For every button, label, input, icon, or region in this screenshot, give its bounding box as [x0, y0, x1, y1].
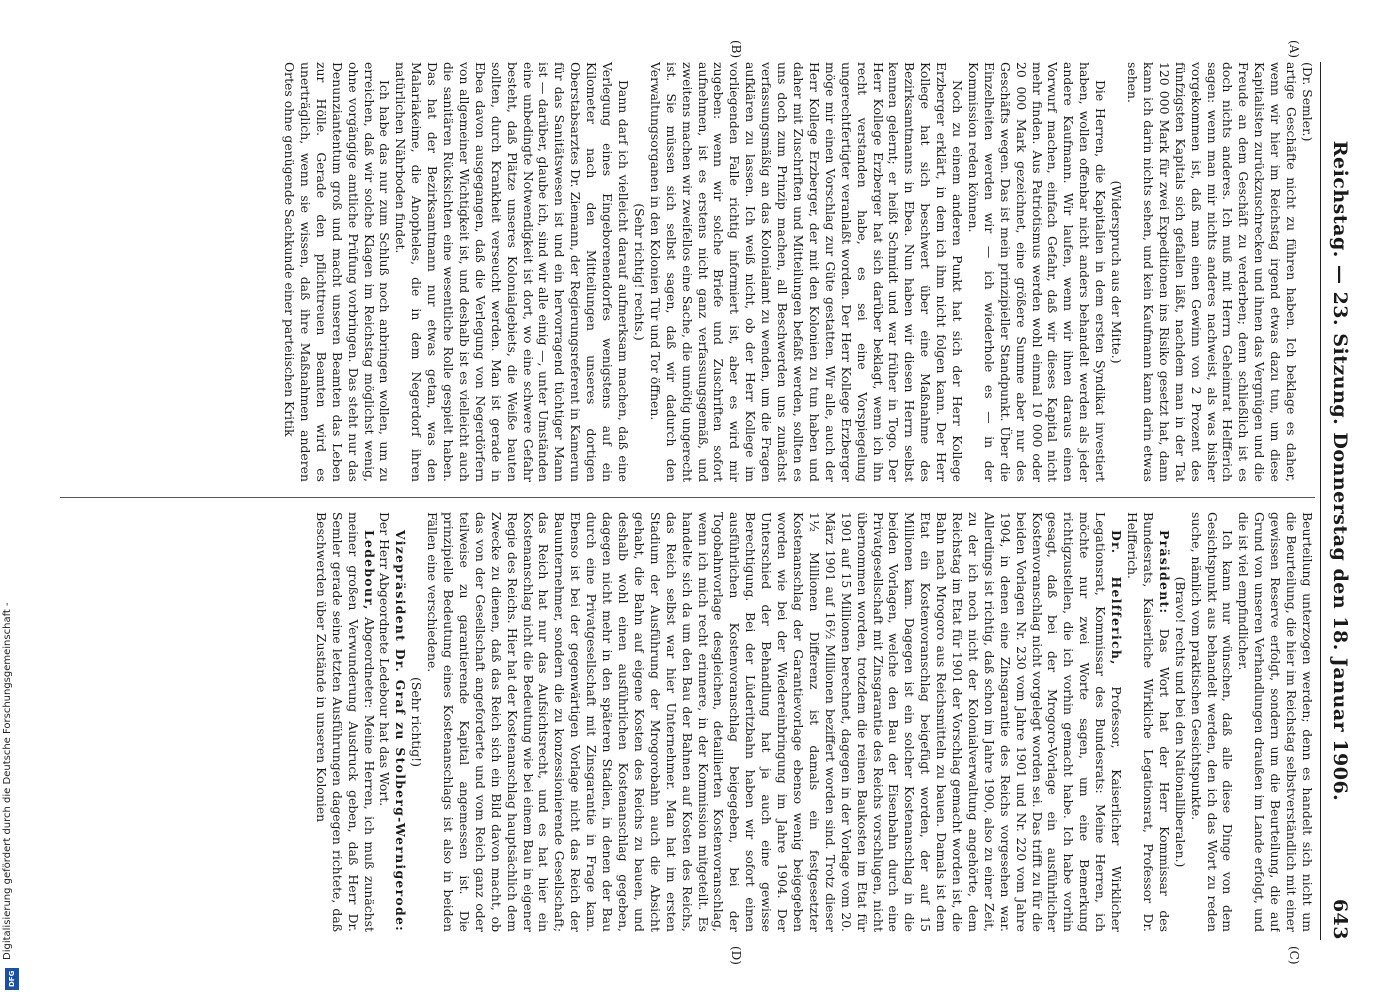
column-divider — [60, 497, 1315, 498]
paragraph: Die Herren, die Kapitalien in dem ersten Syndikat investiert haben, wollen offenbar nicht anders behandelt werden als jeder andere Kaufmann. Wir laufen, wenn wir ihnen daraus einen Vorwurf machen, einfach Gefahr, daß wir dieses Kapital nicht mehr finden. Aus Patriotismus werden wohl einmal 10 000 oder 20 000 Mark gezeichnet, eine größere Summe aber nur des Geschäfts wegen. Das ist mein prinzipieller Standpunkt. Über die Einzelheiten werden wir — ich wiederhole es — in der Kommission reden können. — [965, 62, 1109, 482]
interjection: (Bravo! rechts und bei den Nationalliberalen.) — [1172, 576, 1188, 868]
speaker-name: Vizepräsident Dr. Graf zu Stolberg-Wernigerode: — [393, 530, 409, 932]
interjection: (Widerspruch aus der Mitte.) — [1109, 180, 1125, 364]
page-header — [1323, 62, 1357, 940]
speaker-name: Ledebour, — [361, 530, 377, 611]
speaker-tag: (Dr. Semler.) — [1300, 62, 1315, 142]
speech-text: Der Herr Abgeordnete Ledebour hat das Wort. — [377, 512, 393, 807]
paragraph: Dann darf ich vielleicht darauf aufmerksam machen, daß eine Verlegung eines Eingeborenendorfes wenigstens auf ein Kilometer nach den Mitteilungen unseres dortigen Oberstabsarztes Dr. Ziemann, der Regierungsreferent in Kamerun für das Sanitätswesen ist und ein hervorragend tüchtiger Mann ist — darüber, glaube ich, sind wir alle einig —, unter Umständen eine unbedingte Notwendigkeit ist dort, wo eine schwere Gefahr besteht, daß Plätze unseres Kolonialgebiets, die Weiße bauten sollten, durch Krankheit verseucht werden. Man ist gerade in Ebea davon ausgegangen, daß die Verlegung von Negerdörfern von allgemeiner Wichtigkeit ist, und deshalb ist es vielleicht auch die sanitären Rücksichten eine wesentliche Rolle gespielt haben. Das hat der Bezirksamtmann nur etwas getan, was den Malariakeime, die Anopheles, die in dem Negerdorf ihren natürlichen Nährboden findet. — [393, 62, 632, 482]
margin-label-c: (C) — [1287, 946, 1301, 965]
paragraph: Noch zu einem anderen Punkt hat sich der Herr Kollege Erzberger erklärt, in dem ich ihm nicht folgen kann. Der Herr Kollege hat sich beschwert über eine Maßnahme des Bezirksamtmanns in Ebea. Nun haben wir diesen Herrn selbst kennen gelernt; er heißt Schmidt und war früher in Togo. Der Herr Kollege Erzberger hat sich darüber beklagt, wenn ich ihn recht verstanden habe, es sei eine Vorspiegelung ungerechtfertigter veranlaßt worden. Der Herr Kollege Erzberger möge mir einen Vorschlag zur Güte gestatten. Wir alle, auch der Herr Kollege Erzberger, der mit den Kolonien zu tun haben und daher mit Zuschriften und Mitteilungen befaßt werden, sollten es uns doch zum Prinzip machen, all Beschwerden uns zunächst verfassungsmäßig an das Kolonialamt zu wenden, um die Fragen aufklären zu lassen. Ich weiß nicht, ob der Herr Kollege im vorliegenden Falle richtig informiert ist, aber es wird mir zugeben: wenn wir solche Briefe und Zuschriften sofort aufnehmen, ist es erstens nicht ganz verfassungsgemäß, und zweitens machen wir zweifellos eine Sache, die unnötig ungerecht ist. Sie müssen sich selbst sagen, daß wir dadurch den Verwaltungsorganen in den Kolonien Tür und Tor öffnen. — [647, 62, 966, 482]
margin-label-d: (D) — [729, 946, 743, 965]
margin-label-b: (B) — [729, 40, 743, 59]
speech-ledebour — [313, 512, 377, 932]
paragraph: Ich kann nur wünschen, daß alle diese Dinge von dem Gesichtspunkt aus behandelt werden, den ich das Wort zu reden suche, nämlich vom praktischen Gesichtspunkte. — [1188, 512, 1236, 932]
speaker-name: Dr. Helfferich, — [1109, 530, 1125, 666]
interjection: (Sehr richtig!) — [409, 677, 425, 767]
speech-vicepresident — [377, 512, 409, 932]
speech-helfferich — [424, 512, 1124, 932]
speech-president — [1124, 512, 1172, 932]
running-header: Reichstag. — 23. Sitzung. Donnerstag den 18. Januar 1906. — [1329, 140, 1351, 802]
column-left — [60, 62, 1315, 482]
digitization-note: Digitalisierung gefördert durch die Deutsche Forschungsgemeinschaft - — [2, 602, 13, 960]
paragraph: Ich habe das nur zum Schluß noch anbringen wollen, um zu erreichen, daß wir solche Klagen im Reichstag möglichst wenig, ohne vorgängige amtliche Prüfung vorbringen. Das steht nur das Denunziantentum groß und macht unseren Beamten das Leben zur Hölle. Gerade den pflichttreuen Beamten wird es unerträglich, wenn sie wissen, daß ihre Maßnahmen anderen Ortes ohne genügende Sachkunde einer parteiischen Kritik — [282, 62, 393, 482]
dfg-logo: DFG — [5, 968, 19, 990]
header-rule — [1320, 62, 1321, 940]
speech-text: Das Wort hat der Herr Kommissar des Bundesrats, Kaiserliche Wirkliche Legationsrat, Professor Dr. Helfferich. — [1125, 512, 1172, 932]
interjection: (Sehr richtig! rechts.) — [631, 203, 647, 341]
speech-text: Abgeordneter: Meine Herren, ich muß zunächst meiner großen Verwunderung Ausdruck geben, daß Herr Dr. Semler gerade seine letzten Ausführungen dagegen richtete, daß Beschwerden über Zustände in unseren Kolonien — [313, 512, 377, 932]
paragraph: Beurteilung unterzogen werden; denn es handelt sich nicht um die Beurteilung, die hier im Reichstag selbstverständlich mit einer gewissen Reserve erfolgt, sondern um die Beurteilung, die auf Grund von unseren Verhandlungen draußen im Lande erfolgt, und die ist viel empfindlicher. — [1236, 512, 1315, 932]
page-number: 643 — [1329, 898, 1351, 940]
speaker-name: Präsident: — [1156, 530, 1172, 615]
paragraph: artige Geschäfte nicht zu führen haben. Ich beklage es daher, wenn wir hier im Reichstag irgend etwas dazu tun, um diese Kapitalisten zurückzuschrecken und ihnen das Vergnügen und die Freude an dem Geschäft zu verderben; denn schließlich ist es doch nichts anderes. Ich muß mit Herrn Geheimrat Helfferich sagen: wenn man mir nichts anderes nachweist, als was bisher vorgekommen ist, daß man einen Gewinn von 2 Prozent des fünfzigsten Kapitals sich gefallen läßt, nachdem man in der Tat 120 000 Mark für zwei Expeditionen ins Risiko gesetzt hat, dann kann ich darin nichts sehen, und kein Kaufmann kann darin etwas sehen. — [1125, 62, 1300, 482]
margin-label-a: (A) — [1287, 40, 1301, 59]
speech-text: Professor, Kaiserlicher Wirklicher Legationsrat, Kommissar des Bundesrats: Meine Herren, ich möchte nur zwei Worte sagen, um eine Bemerkung richtigzustellen, die ich vorhin gemacht habe. Ich habe vorhin gesagt, daß bei der Mrogoro-Vorlage ein ausführlicher Kostenvoranschlag nicht vorgelegt worden sei. Das trifft zu für die beiden Vorlagen Nr. 230 vom Jahre 1901 und Nr. 220 vom Jahre 1904, in denen eine Zinsgarantie des Reichs vorgesehen war. Allerdings ist richtig, daß schon im Jahre 1900, also zu einer Zeit, zu der ich noch nicht der Kolonialverwaltung angehörte, dem Reichstag im Etat für 1901 der Vorschlag gemacht worden ist, die Bahn nach Mrogoro aus Reichsmitteln zu bauen. Damals ist dem Etat ein Kostenvoranschlag beigefügt worden, der auf 15 Millionen kam. Dagegen ist ein solcher Kostenanschlag in die beiden Vorlagen, welche den Bau der Eisenbahn durch eine Privatgesellschaft mit Zinsgarantie des Reichs vorschlugen, nicht übernommen worden, trotzdem die reinen Baukosten im Etat für 1901 auf 15 Millionen berechnet, dagegen in der Vorlage vom 20. März 1901 auf 16½ Millionen beziffert worden sind. Trotz dieser 1½ Millionen Differenz ist damals ein festgesetzter Kostenanschlag der Garantievorlage ebenso wenig beigegeben worden wie bei der Wiedereinbringung im Jahre 1904. Der Unterschied der Behandlung hat ja auch eine gewisse Berechtigung. Bei der Lüderitzbahn haben wir sofort einen ausführlichen Kostenvoranschlag beigegeben, bei der Togobahnvorlage desgleichen, detaillierten Kostenvoranschlag, wenn ich mich recht erinnere, in der Kommission mitgeteilt. Es handelte sich da um den Bau der Bahnen auf Kosten des Reichs, das Reich selbst war hier Unternehmer. Man hat im ersten Stadium der Ausführung der Mrogorobahn auch die Absicht gehabt, die Bahn auf eigene Kosten des Reichs zu bauen, und deshalb wohl einen ausführlichen Kostenanschlag gegeben, dagegen nicht mehr in den späteren Stadien, in denen der Bau durch eine Privatgesellschaft mit Zinsgarantie in Frage kam. Ebenso ist bei der gegenwärtigen Vorlage nicht das Reich der Bauunternehmer, sondern die zu konzessionierende Gesellschaft; das Reich hat nur das Aufsichtsrecht, und es hat hier ein Kostenanschlag nicht die Bedeutung wie bei einem Bau in eigener Regie des Reichs. Hier hat der Kostenanschlag hauptsächlich dem Zwecke zu dienen, daß das Reich sich ein Bild davon macht, ob das von der Gesellschaft angeforderte und vom Reich ganz oder teilweise zu garantierende Kapital angemessen ist. Die prinzipielle Bedeutung eines Kostenanschlags ist also in beiden Fällen eine verschiedene. — [425, 512, 1125, 932]
column-right — [60, 512, 1315, 932]
